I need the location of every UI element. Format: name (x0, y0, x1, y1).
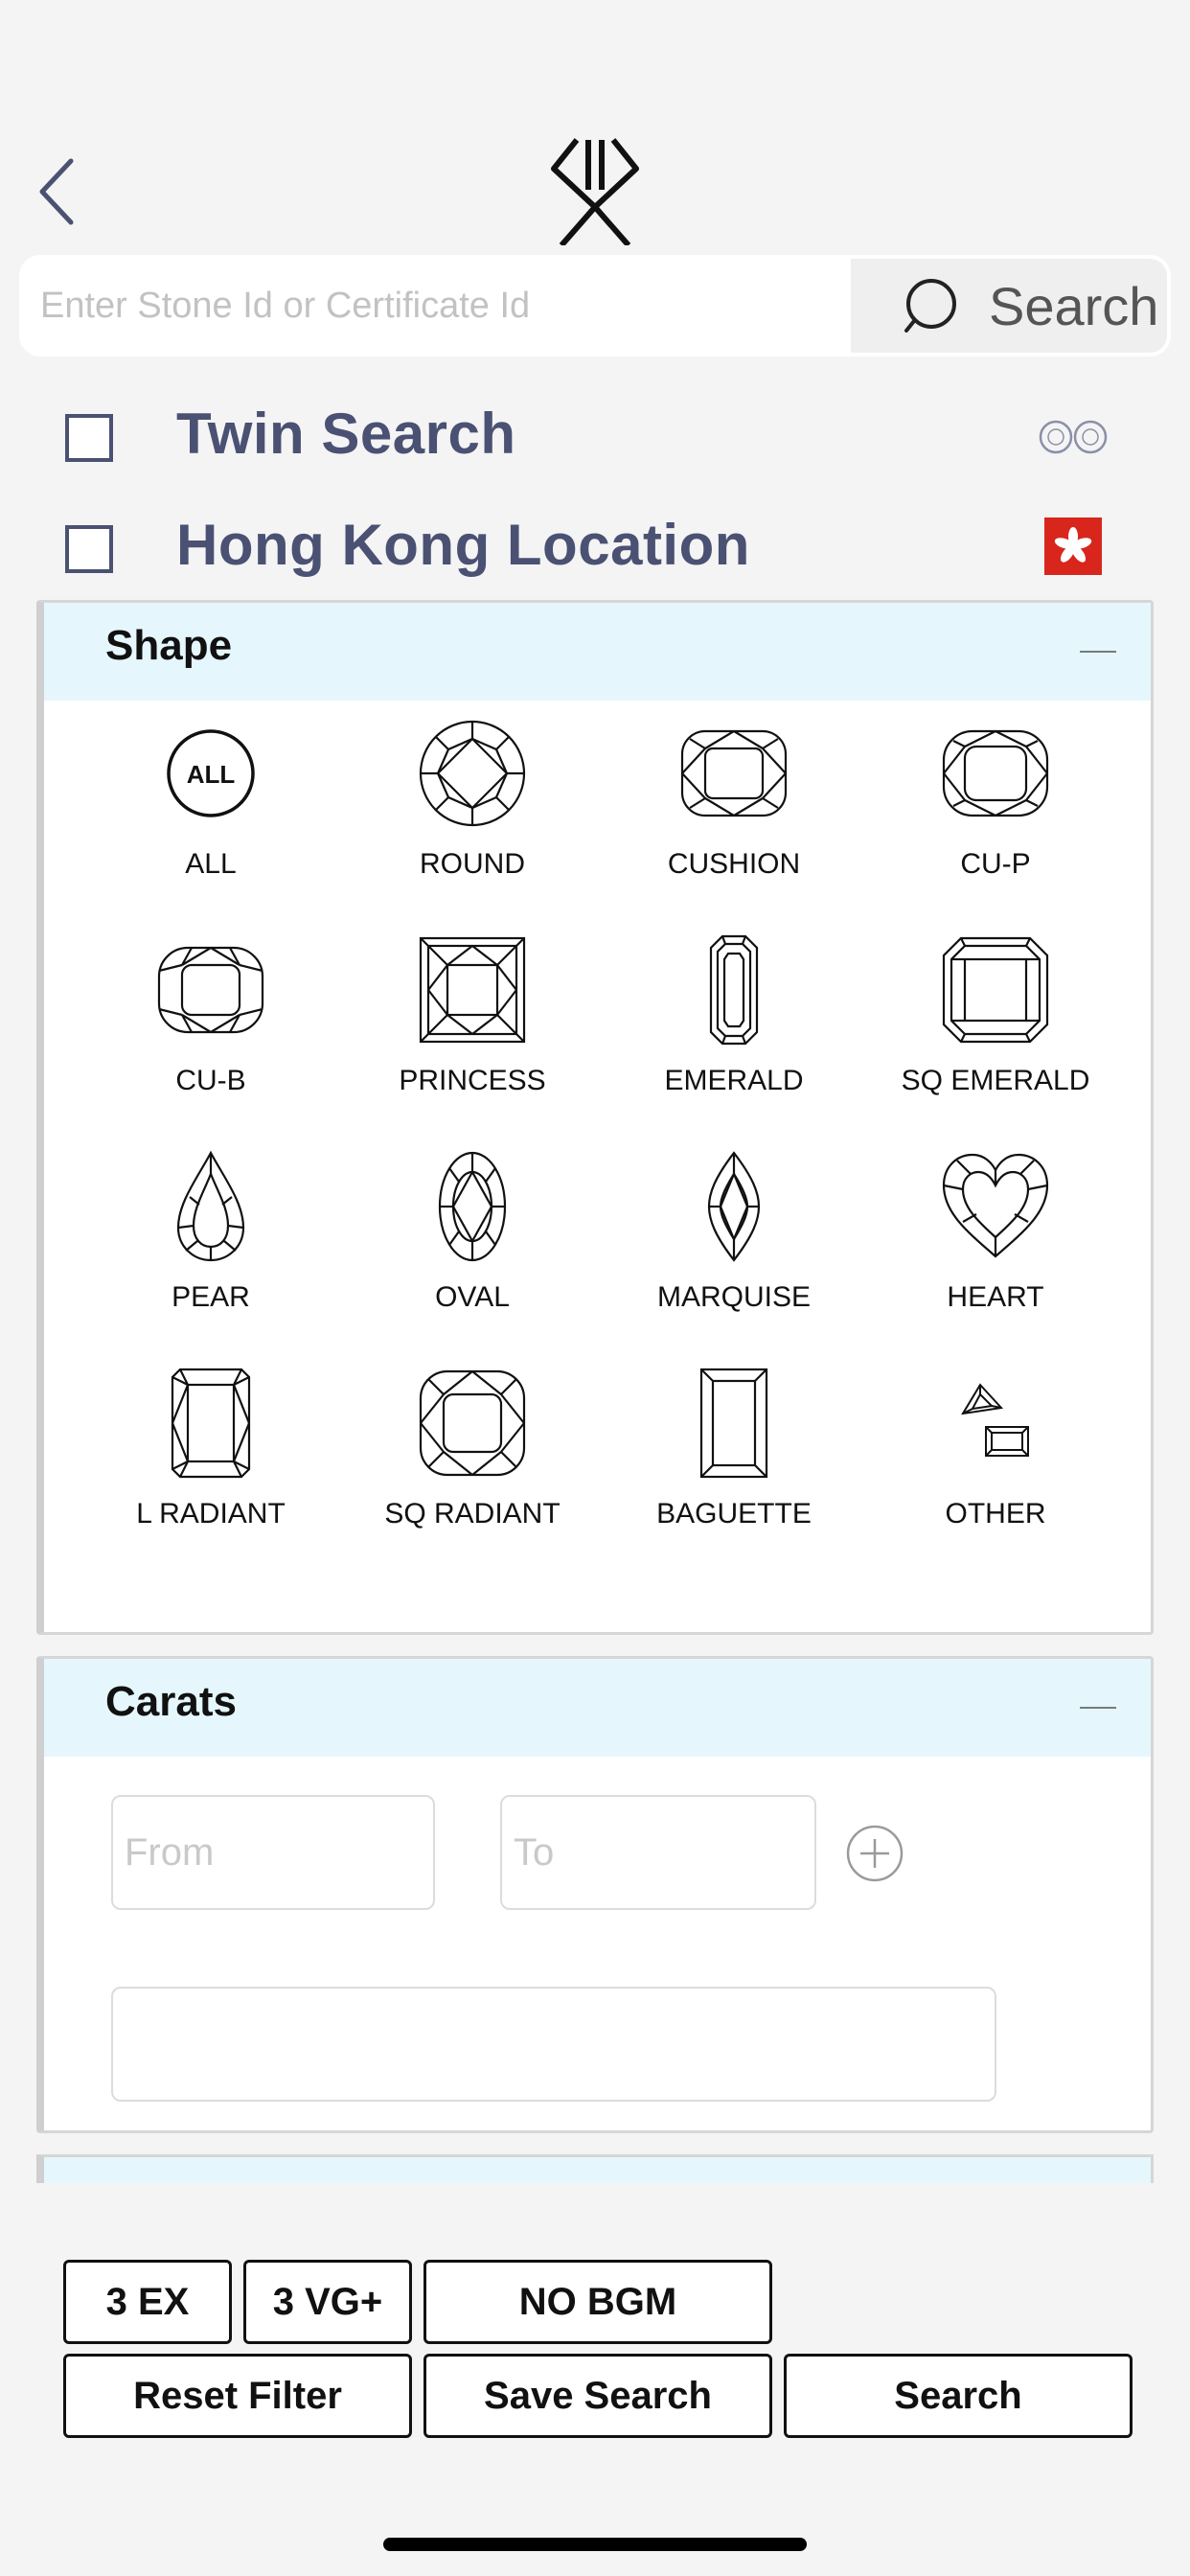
shape-label: PRINCESS (399, 1065, 546, 1096)
round-shape-icon (415, 716, 530, 831)
shape-sq-radiant[interactable] (348, 1366, 597, 1557)
shape-label: SQ RADIANT (384, 1498, 561, 1530)
shape-label: EMERALD (664, 1065, 804, 1096)
quick-no-bgm-button[interactable]: NO BGM (423, 2260, 772, 2344)
sq-emerald-shape-icon (938, 932, 1053, 1047)
other-shape-icon (938, 1366, 1053, 1481)
shape-label: SQ EMERALD (901, 1065, 1090, 1096)
carat-from-input[interactable] (111, 1795, 435, 1910)
baguette-shape-icon (676, 1366, 791, 1481)
shape-label: ALL (185, 848, 237, 880)
hong-kong-location-label: Hong Kong Location (176, 513, 750, 577)
shape-label: PEAR (172, 1281, 250, 1313)
shape-cu-p[interactable] (871, 716, 1120, 908)
quick-3ex-button[interactable]: 3 EX (63, 2260, 232, 2344)
shape-label: BAGUETTE (656, 1498, 812, 1530)
shape-label: L RADIANT (136, 1498, 286, 1530)
carats-panel-title: Carats (105, 1678, 237, 1725)
chevron-left-icon (34, 153, 82, 230)
collapse-icon[interactable] (1080, 651, 1116, 653)
shape-label: CUSHION (667, 848, 801, 880)
shape-sq-emerald[interactable] (871, 932, 1120, 1124)
cushion-p-shape-icon (938, 716, 1053, 831)
search-button[interactable] (851, 255, 1171, 356)
add-carat-range-icon[interactable] (845, 1824, 904, 1883)
shape-emerald[interactable] (609, 932, 858, 1124)
pear-shape-icon (153, 1149, 268, 1264)
shape-baguette[interactable] (609, 1366, 858, 1557)
brand-logo (542, 134, 648, 245)
emerald-shape-icon (676, 932, 791, 1047)
shape-label: OVAL (435, 1281, 510, 1313)
carat-ranges-list (111, 1987, 996, 2102)
shape-label: HEART (947, 1281, 1044, 1313)
shape-panel-header[interactable] (44, 603, 1151, 701)
home-indicator (383, 2538, 807, 2551)
search-icon (899, 275, 960, 336)
quick-3vg-button[interactable]: 3 VG+ (243, 2260, 412, 2344)
search-bar (19, 255, 1171, 356)
twin-search-label: Twin Search (176, 402, 516, 466)
carat-to-input[interactable] (500, 1795, 816, 1910)
shape-label: OTHER (945, 1498, 1046, 1530)
twin-search-checkbox[interactable] (65, 414, 113, 462)
search-button-label: Search (989, 275, 1159, 336)
shape-label: ROUND (420, 848, 525, 880)
cushion-b-shape-icon (153, 932, 268, 1047)
hong-kong-location-row[interactable] (0, 498, 1190, 594)
carats-panel (36, 1656, 1154, 2133)
collapse-icon[interactable] (1080, 1707, 1116, 1709)
back-button[interactable] (34, 153, 82, 230)
heart-shape-icon (938, 1149, 1053, 1264)
hong-kong-flag-icon (1044, 518, 1102, 575)
shape-princess[interactable] (348, 932, 597, 1124)
shape-pear[interactable] (86, 1149, 335, 1341)
shape-label: MARQUISE (656, 1281, 812, 1313)
sq-radiant-shape-icon (415, 1366, 530, 1481)
shape-panel (36, 600, 1154, 1635)
carats-panel-header[interactable] (44, 1659, 1151, 1757)
princess-shape-icon (415, 932, 530, 1047)
all-badge-text: ALL (186, 760, 236, 789)
shape-l-radiant[interactable] (86, 1366, 335, 1557)
all-icon (153, 716, 268, 831)
marquise-shape-icon (676, 1149, 791, 1264)
shape-heart[interactable] (871, 1149, 1120, 1341)
cushion-shape-icon (676, 716, 791, 831)
shape-all[interactable] (86, 716, 335, 908)
twin-diamonds-icon (1037, 416, 1110, 458)
search-submit-button[interactable]: Search (784, 2354, 1133, 2438)
stone-id-search-input[interactable] (19, 255, 851, 356)
shape-label: CU-P (960, 848, 1031, 880)
oval-shape-icon (415, 1149, 530, 1264)
shape-oval[interactable] (348, 1149, 597, 1341)
footer-actions (0, 2185, 1190, 2576)
twin-search-row[interactable] (0, 387, 1190, 483)
shape-other[interactable] (871, 1366, 1120, 1557)
shape-round[interactable] (348, 716, 597, 908)
reset-filter-button[interactable]: Reset Filter (63, 2354, 412, 2438)
shape-panel-title: Shape (105, 622, 233, 669)
l-radiant-shape-icon (153, 1366, 268, 1481)
shape-marquise[interactable] (609, 1149, 858, 1341)
save-search-button[interactable]: Save Search (423, 2354, 772, 2438)
hong-kong-location-checkbox[interactable] (65, 525, 113, 573)
next-panel-header (36, 2154, 1154, 2183)
shape-cu-b[interactable] (86, 932, 335, 1124)
shape-cushion[interactable] (609, 716, 858, 908)
shape-label: CU-B (175, 1065, 246, 1096)
header (0, 0, 1190, 380)
